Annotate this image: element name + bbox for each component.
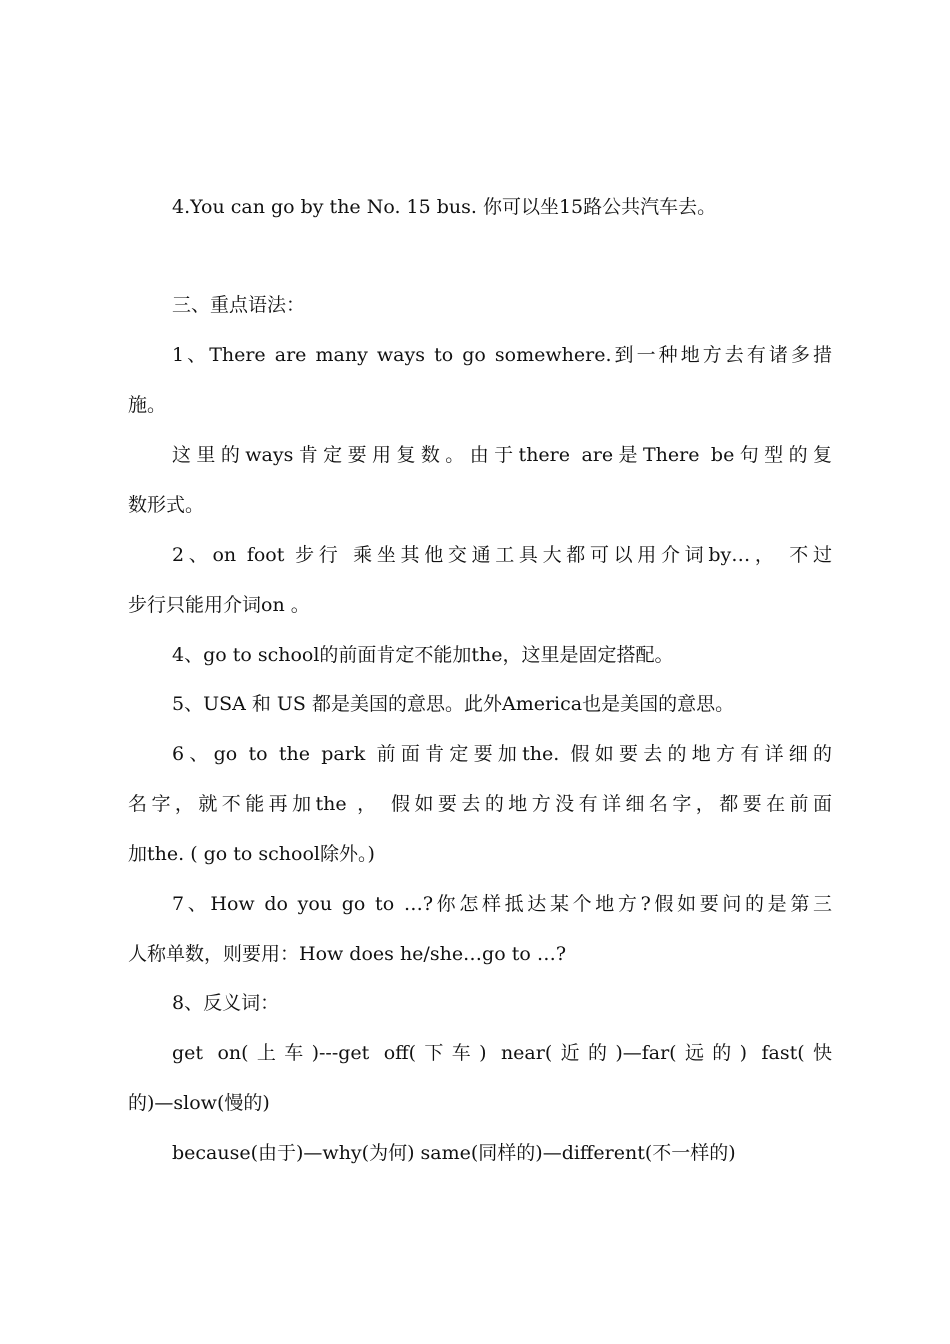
sentence-4: 4.You can go by the No. 15 bus. 你可以坐15路公共汽车去。 [172,196,717,218]
grammar-point-5: 5、USA 和 US 都是美国的意思。此外America也是美国的意思。 [172,693,735,715]
grammar-point-1-line-1: 1、There are many ways to go somewhere.到一种地方去有诸多措 [172,344,832,366]
antonyms-line-2: 的)—slow(慢的) [128,1092,270,1114]
grammar-point-4: 4、go to school的前面肯定不能加the，这里是固定搭配。 [172,644,674,666]
grammar-point-6-line-3: 加the. ( go to school除外。) [128,843,375,865]
grammar-point-1-note-line-1: 这里的ways肯定要用复数。由于there are是There be句型的复 [172,444,832,466]
grammar-point-2-line-2: 步行只能用介词on 。 [128,594,310,616]
grammar-point-1-note-line-2: 数形式。 [128,494,205,516]
grammar-point-1-line-2: 施。 [128,394,167,416]
grammar-point-8-heading: 8、反义词： [172,992,280,1014]
antonyms-line-3: because(由于)—why(为何) same(同样的)—different(不一样的) [172,1142,736,1164]
antonyms-line-1: get on(上车)---get off(下车) near(近的)—far(远的) fast(快 [172,1042,832,1064]
grammar-point-2-line-1: 2、on foot 步行 乘坐其他交通工具大都可以用介词by…， 不过 [172,544,832,566]
grammar-point-7-line-2: 人称单数，则要用：How does he/she…go to …? [128,943,567,965]
grammar-point-6-line-2: 名字，就不能再加the ， 假如要去的地方没有详细名字，都要在前面 [128,793,832,815]
section-heading-grammar: 三、重点语法： [172,294,306,316]
grammar-point-6-line-1: 6、go to the park 前面肯定要加the. 假如要去的地方有详细的 [172,743,832,765]
grammar-point-7-line-1: 7、How do you go to …?你怎样抵达某个地方?假如要问的是第三 [172,893,832,915]
